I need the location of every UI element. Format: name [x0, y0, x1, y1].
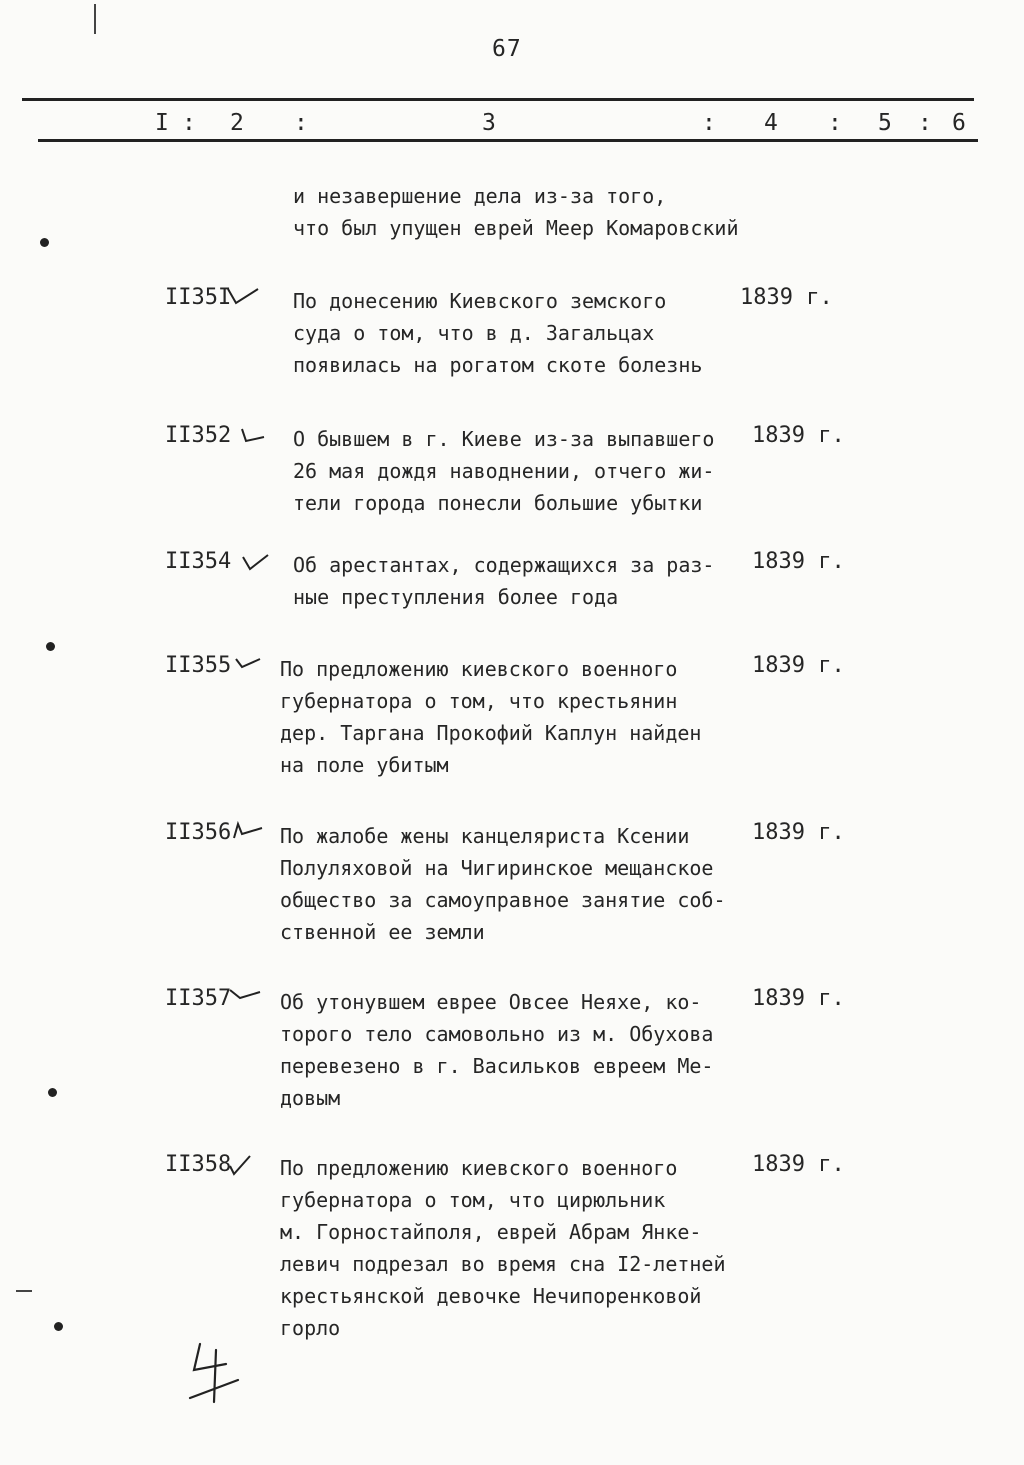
description-line: перевезено в г. Васильков евреем Ме- [280, 1054, 714, 1078]
checkmark-icon [226, 285, 260, 309]
record-description [293, 285, 702, 381]
column-separator: : [702, 110, 716, 136]
record-number: II358 [165, 1152, 232, 1177]
description-line: торого тело самовольно из м. Обухова [280, 1022, 714, 1046]
description-line: суда о том, что в д. Загальцах [293, 321, 655, 345]
description-line: тели города понесли большие убытки [293, 491, 703, 515]
description-line: дер. Таргана Прокофий Каплун найден [280, 721, 702, 745]
column-header-4: 4 [764, 110, 778, 136]
description-line: губернатора о том, что цирюльник [280, 1188, 666, 1212]
header-rule-bottom [38, 139, 978, 142]
column-separator: : [182, 110, 196, 136]
column-header-6: 6 [952, 110, 966, 136]
column-header-5: 5 [878, 110, 892, 136]
description-line: По донесению Киевского земского [293, 289, 667, 313]
record-year: 1839 г. [752, 423, 845, 448]
description-line: горло [280, 1316, 341, 1340]
record-year: 1839 г. [752, 1152, 845, 1177]
record-year: 1839 г. [740, 285, 833, 310]
record-number: II354 [165, 549, 232, 574]
record-description [280, 653, 701, 781]
record-number: II352 [165, 423, 232, 448]
binder-hole [54, 1322, 63, 1331]
record-year: 1839 г. [752, 653, 845, 678]
description-line: что был упущен еврей Меер Комаровский [293, 216, 739, 240]
description-line: появилась на рогатом скоте болезнь [293, 353, 703, 377]
checkmark-icon [228, 986, 262, 1010]
description-line: ственной ее земли [280, 920, 485, 944]
record-description [280, 820, 726, 948]
description-line: общество за самоуправное занятие соб- [280, 888, 726, 912]
description-line: Полуляховой на Чигиринское мещанское [280, 856, 714, 880]
record-number: II35I [165, 285, 232, 310]
header-rule-top [22, 98, 974, 101]
description-line: О бывшем в г. Киеве из-за выпавшего [293, 427, 715, 451]
column-header-3: 3 [482, 110, 496, 136]
column-separator: : [294, 110, 308, 136]
description-line: По предложению киевского военного [280, 657, 678, 681]
description-line: левич подрезал во время сна I2-летней [280, 1252, 726, 1276]
record-description [293, 180, 739, 244]
description-line: Об арестантах, содержащихся за раз- [293, 553, 715, 577]
description-line: и незавершение дела из-за того, [293, 184, 667, 208]
binder-hole [48, 1088, 57, 1097]
page-number: 67 [492, 36, 522, 62]
column-separator: : [918, 110, 932, 136]
checkmark-icon [232, 820, 266, 844]
description-line: Об утонувшем еврее Овсее Неяхе, ко- [280, 990, 702, 1014]
record-year: 1839 г. [752, 820, 845, 845]
description-line: ные преступления более года [293, 585, 619, 609]
description-line: довым [280, 1086, 341, 1110]
margin-mark [94, 4, 96, 34]
description-line: По предложению киевского военного [280, 1156, 678, 1180]
description-line: на поле убитым [280, 753, 449, 777]
description-line: губернатора о том, что крестьянин [280, 689, 678, 713]
record-number: II356 [165, 820, 232, 845]
margin-mark [16, 1290, 32, 1292]
record-number: II355 [165, 653, 232, 678]
checkmark-icon [228, 1152, 262, 1176]
description-line: м. Горностайполя, еврей Абрам Янке- [280, 1220, 702, 1244]
record-description [293, 549, 714, 613]
checkmark-icon [240, 549, 274, 573]
description-line: По жалобе жены канцеляриста Ксении [280, 824, 690, 848]
binder-hole [46, 642, 55, 651]
binder-hole [40, 238, 49, 247]
column-separator: : [828, 110, 842, 136]
checkmark-icon [238, 423, 272, 447]
description-line: 26 мая дождя наводнении, отчего жи- [293, 459, 715, 483]
description-line: крестьянской девочке Нечипоренковой [280, 1284, 702, 1308]
column-header-2: 2 [230, 110, 244, 136]
record-number: II357 [165, 986, 232, 1011]
record-description [280, 986, 713, 1114]
record-description [280, 1152, 726, 1344]
handwritten-signature-icon [186, 1340, 242, 1406]
column-header-1: I [155, 110, 169, 136]
record-year: 1839 г. [752, 549, 845, 574]
record-description [293, 423, 714, 519]
record-year: 1839 г. [752, 986, 845, 1011]
checkmark-icon [234, 653, 268, 677]
